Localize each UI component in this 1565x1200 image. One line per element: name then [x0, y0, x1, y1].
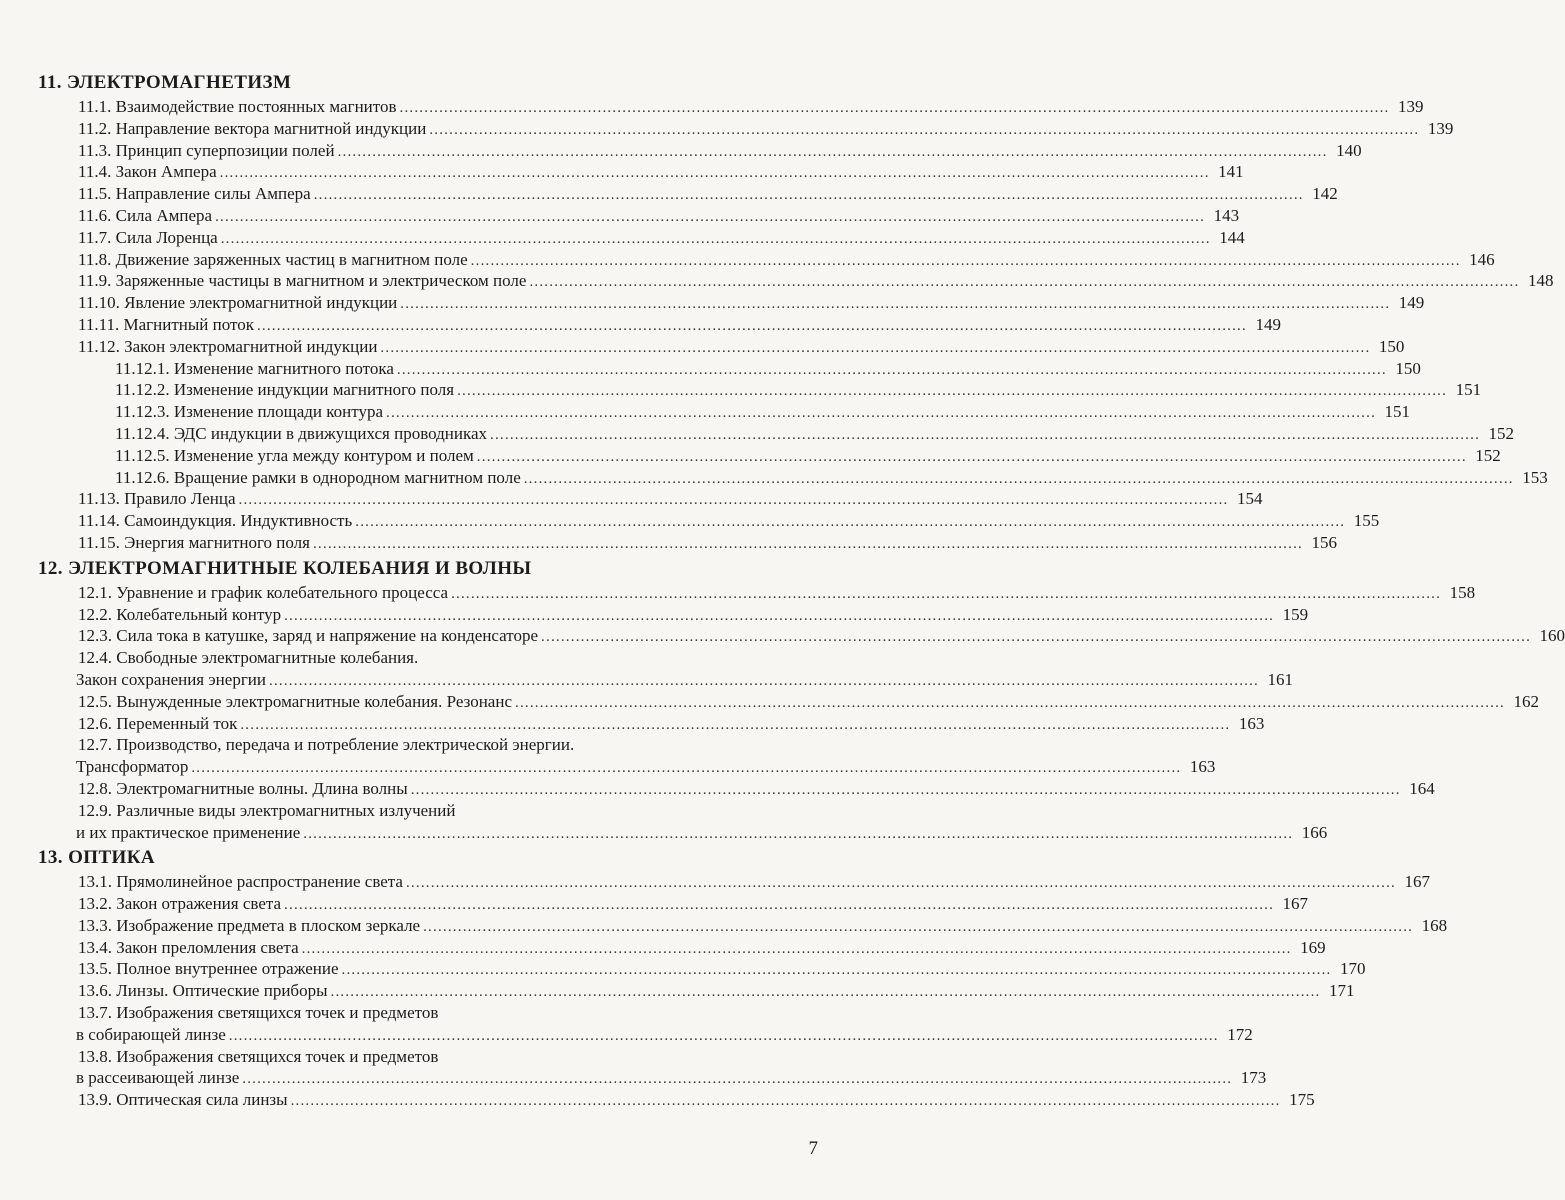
toc-entry [0, 96, 1424, 118]
toc-entry [0, 713, 1265, 735]
entry-page-number: 144 [1219, 227, 1245, 247]
dot-leader: ........................................................................................................................................................................................................ [523, 470, 1514, 487]
entry-title: 11.12.2. Изменение индукции магнитного поля [115, 380, 455, 400]
toc-entry [0, 270, 1554, 292]
toc-entry [0, 140, 1362, 162]
dot-leader: ........................................................................................................................................................................................................ [330, 984, 1321, 1001]
entry-page-number: 167 [1282, 894, 1309, 914]
entry-page-number: 152 [1475, 445, 1501, 465]
toc-entry [0, 937, 1326, 959]
dot-leader: ........................................................................................................................................................................................................ [423, 918, 1414, 935]
toc-entry [0, 958, 1366, 980]
dot-leader: ........................................................................................................................................................................................................ [242, 1071, 1233, 1088]
entry-page-number: 173 [1240, 1068, 1267, 1088]
entry-title: 12.4. Свободные электромагнитные колебания. [78, 648, 419, 668]
entry-title-continued: Закон сохранения энергии [76, 669, 266, 689]
entry-page-number: 155 [1353, 511, 1380, 531]
entry-page-number: 152 [1488, 423, 1515, 443]
section-heading: 11. ЭЛЕКТРОМАГНЕТИЗМ [38, 72, 292, 93]
toc-entry [0, 510, 1380, 532]
dot-leader: ........................................................................................................................................................................................................ [215, 208, 1206, 225]
entry-title: 11.12.1. Изменение магнитного потока [115, 358, 394, 378]
entry-title: 11.7. Сила Лоренца [78, 227, 218, 247]
entry-page-number: 154 [1237, 489, 1263, 509]
entry-page-number: 150 [1395, 358, 1421, 378]
toc-entry [0, 582, 1476, 604]
entry-title: 11.1. Взаимодействие постоянных магнитов [78, 97, 397, 116]
section-heading: 13. ОПТИКА [38, 847, 156, 869]
entry-page-number: 151 [1455, 380, 1482, 400]
dot-leader: ........................................................................................................................................................................................................ [220, 230, 1211, 247]
entry-title: 11.4. Закон Ампера [78, 162, 217, 182]
entry-page-number: 140 [1336, 140, 1362, 160]
entry-page-number: 158 [1449, 582, 1476, 602]
entry-title: 13.1. Прямолинейное распространение света [78, 872, 403, 892]
dot-leader: ........................................................................................................................................................................................................ [284, 897, 1275, 914]
toc-entry [0, 625, 1565, 647]
dot-leader: ........................................................................................................................................................................................................ [256, 317, 1247, 334]
entry-title: 12.9. Различные виды электромагнитных излучений [78, 800, 456, 820]
toc-entry [0, 871, 1430, 893]
entry-title: 13.9. Оптическая сила линзы [78, 1090, 288, 1110]
entry-title: 12.7. Производство, передача и потребление электрической энергии. [78, 735, 575, 755]
entry-page-number: 146 [1469, 249, 1495, 269]
toc-entry [0, 800, 1328, 844]
toc-entry [0, 249, 1495, 271]
toc-entry [0, 423, 1515, 445]
dot-leader: ........................................................................................................................................................................................................ [240, 716, 1231, 733]
entry-page-number: 166 [1301, 822, 1328, 842]
dot-leader: ........................................................................................................................................................................................................ [541, 629, 1532, 646]
entry-page-number: 163 [1238, 713, 1265, 733]
dot-leader: ........................................................................................................................................................................................................ [337, 143, 1328, 160]
entry-title: 13.2. Закон отражения света [78, 894, 282, 914]
entry-title: 12.1. Уравнение и график колебательного процесса [78, 582, 449, 602]
dot-leader: ........................................................................................................................................................................................................ [219, 165, 1210, 182]
entry-title: 11.2. Направление вектора магнитной индукции [78, 118, 427, 138]
entry-title: 11.3. Принцип суперпозиции полей [78, 140, 335, 160]
dot-leader: ........................................................................................................................................................................................................ [228, 1027, 1219, 1044]
entry-title: 11.14. Самоиндукция. Индуктивность [78, 511, 353, 531]
dot-leader: ........................................................................................................................................................................................................ [529, 274, 1520, 291]
entry-page-number: 148 [1527, 271, 1554, 291]
toc-entry [0, 336, 1405, 358]
toc-entry [0, 227, 1245, 249]
entry-page-number: 164 [1409, 778, 1435, 798]
entry-title: 11.12.3. Изменение площади контура [115, 402, 384, 422]
dot-leader: ........................................................................................................................................................................................................ [301, 940, 1292, 957]
entry-title: 12.8. Электромагнитные волны. Длина волны [78, 778, 408, 798]
toc-entry [0, 292, 1425, 314]
dot-leader: ........................................................................................................................................................................................................ [429, 121, 1420, 138]
entry-title: 11.10. Явление электромагнитной индукции [78, 293, 398, 313]
entry-title: 11.9. Заряженные частицы в магнитном и электрическом поле [78, 271, 527, 291]
dot-leader: ........................................................................................................................................................................................................ [284, 607, 1275, 624]
toc-entry [0, 1046, 1267, 1090]
page-number: 7 [808, 1138, 818, 1159]
entry-page-number: 142 [1312, 184, 1338, 204]
dot-leader: ........................................................................................................................................................................................................ [476, 448, 1467, 465]
dot-leader: ........................................................................................................................................................................................................ [399, 100, 1390, 116]
entry-title: 11.11. Магнитный поток [78, 314, 254, 334]
entry-page-number: 149 [1255, 314, 1281, 334]
entry-title: 11.13. Правило Ленца [78, 489, 236, 509]
dot-leader: ........................................................................................................................................................................................................ [313, 187, 1304, 204]
dot-leader: ........................................................................................................................................................................................................ [312, 535, 1303, 552]
dot-leader: ........................................................................................................................................................................................................ [238, 492, 1229, 509]
toc-entry [0, 118, 1454, 140]
entry-page-number: 161 [1267, 669, 1293, 689]
toc-entry [0, 647, 1293, 691]
toc-entry [0, 532, 1337, 554]
entry-title: 11.15. Энергия магнитного поля [78, 532, 310, 552]
section-entries [0, 871, 1448, 1113]
dot-leader: ........................................................................................................................................................................................................ [451, 585, 1442, 602]
toc-entry [0, 915, 1448, 937]
entry-page-number: 149 [1398, 293, 1425, 313]
section-heading: 12. ЭЛЕКТРОМАГНИТНЫЕ КОЛЕБАНИЯ И ВОЛНЫ [38, 557, 532, 579]
toc-entry [0, 1089, 1315, 1111]
entry-title: 11.12.6. Вращение рамки в однородном магнитном поле [115, 467, 521, 487]
dot-leader: ........................................................................................................................................................................................................ [269, 672, 1259, 689]
entry-page-number: 139 [1398, 97, 1424, 116]
dot-leader: ........................................................................................................................................................................................................ [410, 781, 1401, 798]
entry-title: 13.4. Закон преломления света [78, 937, 299, 957]
toc-entry [0, 604, 1309, 626]
entry-title: 13.7. Изображения светящихся точек и предметов [78, 1003, 439, 1023]
toc-entry [0, 445, 1501, 467]
toc-entry [0, 183, 1338, 205]
toc-entry [0, 401, 1411, 423]
entry-page-number: 172 [1227, 1024, 1253, 1044]
entry-title: 11.12. Закон электромагнитной индукции [78, 336, 378, 356]
entry-page-number: 143 [1213, 205, 1240, 225]
dot-leader: ........................................................................................................................................................................................................ [191, 760, 1182, 777]
entry-page-number: 151 [1384, 402, 1411, 422]
entry-title-continued: Трансформатор [76, 757, 189, 777]
entry-title: 11.8. Движение заряженных частиц в магнитном поле [78, 249, 468, 269]
dot-leader: ........................................................................................................................................................................................................ [457, 383, 1448, 400]
entry-title: 11.5. Направление силы Ампера [78, 184, 311, 204]
entry-title: 12.6. Переменный ток [78, 713, 238, 733]
entry-title-continued: в собирающей линзе [76, 1024, 226, 1044]
entry-page-number: 153 [1522, 467, 1548, 487]
toc-entry [0, 734, 1216, 778]
entry-page-number: 141 [1218, 162, 1244, 182]
dot-leader: ........................................................................................................................................................................................................ [355, 514, 1346, 531]
entry-title: 13.8. Изображения светящихся точек и предметов [78, 1046, 439, 1066]
dot-leader: ........................................................................................................................................................................................................ [380, 339, 1371, 356]
dot-leader: ........................................................................................................................................................................................................ [470, 252, 1461, 269]
entry-page-number: 163 [1189, 757, 1216, 777]
dot-leader: ........................................................................................................................................................................................................ [386, 405, 1377, 422]
toc-entry [0, 778, 1435, 800]
dot-leader: ........................................................................................................................................................................................................ [341, 962, 1332, 979]
toc-entry [0, 893, 1309, 915]
toc-entry [0, 467, 1548, 489]
dot-leader: ........................................................................................................................................................................................................ [396, 361, 1387, 378]
toc-entry [0, 980, 1355, 1002]
entry-page-number: 167 [1404, 872, 1430, 892]
entry-title: 12.3. Сила тока в катушке, заряд и напряжение на конденсаторе [78, 626, 539, 646]
entry-page-number: 175 [1289, 1090, 1315, 1110]
toc-entry [0, 314, 1281, 336]
entry-page-number: 139 [1427, 118, 1454, 138]
entry-title: 12.2. Колебательный контур [78, 604, 282, 624]
entry-title: 13.3. Изображение предмета в плоском зеркале [78, 915, 421, 935]
toc-entry [0, 1002, 1253, 1046]
entry-title: 13.5. Полное внутреннее отражение [78, 959, 339, 979]
entry-title: 11.6. Сила Ампера [78, 205, 213, 225]
dot-leader: ........................................................................................................................................................................................................ [515, 694, 1505, 711]
entry-page-number: 160 [1539, 626, 1565, 646]
section-entries [0, 582, 1565, 846]
dot-leader: ........................................................................................................................................................................................................ [400, 296, 1391, 313]
entry-page-number: 169 [1300, 937, 1326, 957]
toc-entry [0, 379, 1482, 401]
entry-page-number: 170 [1340, 959, 1366, 979]
entry-page-number: 162 [1513, 691, 1539, 711]
toc-entry [0, 161, 1244, 183]
dot-leader: ........................................................................................................................................................................................................ [405, 875, 1396, 892]
dot-leader: ........................................................................................................................................................................................................ [490, 426, 1481, 443]
toc-entry [0, 691, 1539, 713]
toc-entry [0, 358, 1421, 380]
entry-page-number: 150 [1378, 336, 1405, 356]
entry-title: 12.5. Вынужденные электромагнитные колебания. Резонанс [78, 691, 512, 711]
entry-page-number: 159 [1282, 604, 1309, 624]
entry-title: 11.12.5. Изменение угла между контуром и полем [115, 445, 474, 465]
dot-leader: ........................................................................................................................................................................................................ [303, 825, 1294, 842]
dot-leader: ........................................................................................................................................................................................................ [290, 1093, 1281, 1110]
toc-entry [0, 205, 1240, 227]
table-of-contents [0, 70, 1565, 1113]
toc-entry [0, 488, 1263, 510]
entry-page-number: 156 [1311, 532, 1337, 552]
entry-title-continued: в рассеивающей линзе [76, 1068, 240, 1088]
entry-page-number: 168 [1421, 915, 1448, 935]
entry-title: 13.6. Линзы. Оптические приборы [78, 981, 328, 1001]
section-entries [0, 96, 1554, 556]
entry-page-number: 171 [1329, 981, 1355, 1001]
entry-title-continued: и их практическое применение [76, 822, 301, 842]
entry-title: 11.12.4. ЭДС индукции в движущихся проводниках [115, 423, 488, 443]
